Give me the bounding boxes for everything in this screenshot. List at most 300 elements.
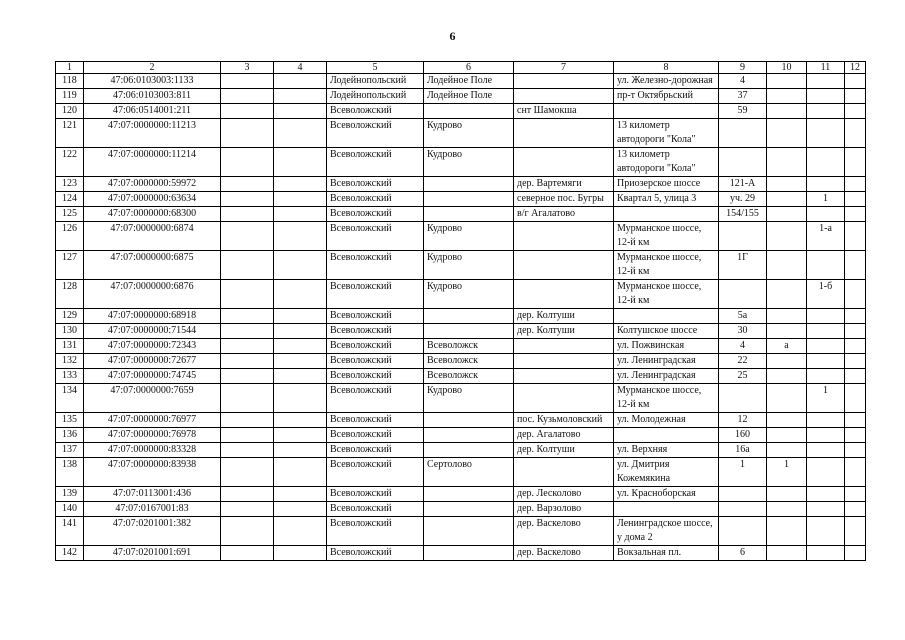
cell-col-5: Всеволожский — [327, 280, 424, 309]
cell-col-11 — [807, 487, 845, 502]
table-row — [56, 74, 866, 89]
cell-col-9: 16а — [719, 443, 767, 458]
cell-col-4 — [274, 104, 327, 119]
cell-col-2: 47:07:0000000:72343 — [84, 339, 221, 354]
cell-col-11 — [807, 207, 845, 222]
cell-col-3 — [221, 369, 274, 384]
cell-col-7 — [514, 280, 614, 309]
cell-col-11 — [807, 502, 845, 517]
table-row — [56, 339, 866, 354]
cell-col-7: северное пос. Бугры — [514, 192, 614, 207]
cell-col-2: 47:07:0000000:74745 — [84, 369, 221, 384]
cell-col-12 — [845, 148, 866, 177]
cell-col-1: 132 — [56, 354, 84, 369]
cell-col-7: дер. Колтуши — [514, 324, 614, 339]
cell-col-7: дер. Агалатово — [514, 428, 614, 443]
cell-col-1: 138 — [56, 458, 84, 487]
cell-col-3 — [221, 339, 274, 354]
cell-col-3 — [221, 546, 274, 561]
table-row — [56, 104, 866, 119]
cell-col-6 — [424, 309, 514, 324]
cell-col-7 — [514, 119, 614, 148]
table-row — [56, 413, 866, 428]
cell-col-1: 118 — [56, 74, 84, 89]
cell-col-7: дер. Лесколово — [514, 487, 614, 502]
cell-col-4 — [274, 413, 327, 428]
column-header-10: 10 — [767, 62, 807, 74]
cell-col-8: 13 километр автодороги "Кола" — [614, 119, 719, 148]
cell-col-5: Всеволожский — [327, 148, 424, 177]
cell-col-2: 47:07:0000000:76977 — [84, 413, 221, 428]
cell-col-5: Лодейнопольский — [327, 89, 424, 104]
cell-col-8: Мурманское шоссе, 12-й км — [614, 251, 719, 280]
cell-col-11 — [807, 413, 845, 428]
cell-col-5: Всеволожский — [327, 384, 424, 413]
cell-col-10 — [767, 207, 807, 222]
cell-col-12 — [845, 280, 866, 309]
column-header-5: 5 — [327, 62, 424, 74]
cell-col-3 — [221, 413, 274, 428]
cell-col-7 — [514, 354, 614, 369]
cell-col-7 — [514, 251, 614, 280]
cell-col-9: 6 — [719, 546, 767, 561]
cell-col-11 — [807, 428, 845, 443]
cell-col-6 — [424, 413, 514, 428]
cell-col-5: Всеволожский — [327, 443, 424, 458]
cell-col-3 — [221, 119, 274, 148]
cell-col-4 — [274, 502, 327, 517]
cell-col-3 — [221, 309, 274, 324]
cell-col-4 — [274, 428, 327, 443]
cell-col-7 — [514, 458, 614, 487]
cell-col-4 — [274, 369, 327, 384]
table-row — [56, 384, 866, 413]
cell-col-11 — [807, 74, 845, 89]
column-header-4: 4 — [274, 62, 327, 74]
column-header-11: 11 — [807, 62, 845, 74]
cell-col-8 — [614, 104, 719, 119]
cell-col-3 — [221, 148, 274, 177]
column-header-12: 12 — [845, 62, 866, 74]
cell-col-11 — [807, 104, 845, 119]
cell-col-4 — [274, 546, 327, 561]
page-number: 6 — [449, 29, 456, 43]
cell-col-9 — [719, 280, 767, 309]
column-header-1: 1 — [56, 62, 84, 74]
cell-col-6 — [424, 104, 514, 119]
cell-col-10 — [767, 546, 807, 561]
cell-col-5: Всеволожский — [327, 104, 424, 119]
cell-col-12 — [845, 222, 866, 251]
cell-col-8: пр-т Октябрьский — [614, 89, 719, 104]
cell-col-9 — [719, 384, 767, 413]
cell-col-11 — [807, 89, 845, 104]
cell-col-7: дер. Колтуши — [514, 309, 614, 324]
cell-col-4 — [274, 458, 327, 487]
cell-col-2: 47:07:0000000:6875 — [84, 251, 221, 280]
cell-col-1: 130 — [56, 324, 84, 339]
cell-col-8: Мурманское шоссе, 12-й км — [614, 280, 719, 309]
cell-col-11 — [807, 354, 845, 369]
table-row — [56, 207, 866, 222]
cell-col-11 — [807, 517, 845, 546]
cell-col-6 — [424, 428, 514, 443]
cell-col-7: дер. Васкелово — [514, 546, 614, 561]
cell-col-6: Лодейное Поле — [424, 74, 514, 89]
cell-col-9: 25 — [719, 369, 767, 384]
cell-col-10 — [767, 324, 807, 339]
cell-col-10 — [767, 192, 807, 207]
cell-col-10 — [767, 369, 807, 384]
cell-col-5: Всеволожский — [327, 119, 424, 148]
cell-col-5: Всеволожский — [327, 192, 424, 207]
cell-col-4 — [274, 309, 327, 324]
cell-col-1: 139 — [56, 487, 84, 502]
cell-col-11 — [807, 119, 845, 148]
cell-col-3 — [221, 177, 274, 192]
cell-col-9: 30 — [719, 324, 767, 339]
cell-col-5: Всеволожский — [327, 517, 424, 546]
cell-col-5: Всеволожский — [327, 413, 424, 428]
cell-col-7: дер. Варзолово — [514, 502, 614, 517]
cell-col-11 — [807, 546, 845, 561]
cell-col-11: 1 — [807, 384, 845, 413]
cell-col-5: Всеволожский — [327, 339, 424, 354]
cell-col-7 — [514, 369, 614, 384]
cell-col-8: ул. Молодежная — [614, 413, 719, 428]
cell-col-4 — [274, 177, 327, 192]
cell-col-3 — [221, 324, 274, 339]
table-row — [56, 369, 866, 384]
cell-col-4 — [274, 443, 327, 458]
column-header-7: 7 — [514, 62, 614, 74]
cell-col-8: ул. Дмитрия Кожемякина — [614, 458, 719, 487]
table-row — [56, 309, 866, 324]
cell-col-11 — [807, 177, 845, 192]
cell-col-1: 121 — [56, 119, 84, 148]
cell-col-3 — [221, 207, 274, 222]
cell-col-1: 136 — [56, 428, 84, 443]
cell-col-6: Всеволожск — [424, 354, 514, 369]
cell-col-8: ул. Ленинградская — [614, 369, 719, 384]
cell-col-8: Колтушское шоссе — [614, 324, 719, 339]
cell-col-8: ул. Пожвинская — [614, 339, 719, 354]
cell-col-1: 141 — [56, 517, 84, 546]
cell-col-9: 22 — [719, 354, 767, 369]
cell-col-2: 47:07:0000000:83938 — [84, 458, 221, 487]
cell-col-10 — [767, 413, 807, 428]
cell-col-12 — [845, 324, 866, 339]
cell-col-10 — [767, 384, 807, 413]
cell-col-1: 128 — [56, 280, 84, 309]
cell-col-7 — [514, 74, 614, 89]
cell-col-9: 1Г — [719, 251, 767, 280]
cell-col-12 — [845, 413, 866, 428]
table-row — [56, 487, 866, 502]
cell-col-9: 37 — [719, 89, 767, 104]
cell-col-4 — [274, 148, 327, 177]
cell-col-6: Кудрово — [424, 384, 514, 413]
cell-col-10 — [767, 280, 807, 309]
cell-col-7: в/г Агалатово — [514, 207, 614, 222]
table-row — [56, 502, 866, 517]
cell-col-10 — [767, 443, 807, 458]
table-row — [56, 192, 866, 207]
cell-col-8 — [614, 428, 719, 443]
cell-col-5: Всеволожский — [327, 546, 424, 561]
cell-col-1: 120 — [56, 104, 84, 119]
cell-col-7: пос. Кузьмоловский — [514, 413, 614, 428]
cell-col-5: Всеволожский — [327, 324, 424, 339]
cell-col-2: 47:07:0000000:7659 — [84, 384, 221, 413]
cell-col-11 — [807, 443, 845, 458]
cell-col-1: 122 — [56, 148, 84, 177]
cell-col-5: Лодейнопольский — [327, 74, 424, 89]
cell-col-6: Всеволожск — [424, 369, 514, 384]
cell-col-5: Всеволожский — [327, 458, 424, 487]
cell-col-12 — [845, 192, 866, 207]
cell-col-11: 1-а — [807, 222, 845, 251]
cell-col-8: ул. Железно-дорожная — [614, 74, 719, 89]
cell-col-7: дер. Колтуши — [514, 443, 614, 458]
cell-col-9 — [719, 487, 767, 502]
cell-col-3 — [221, 251, 274, 280]
cell-col-2: 47:07:0167001:83 — [84, 502, 221, 517]
cell-col-2: 47:07:0000000:72677 — [84, 354, 221, 369]
cell-col-1: 119 — [56, 89, 84, 104]
cell-col-8: Квартал 5, улица 3 — [614, 192, 719, 207]
cell-col-12 — [845, 428, 866, 443]
cell-col-6 — [424, 443, 514, 458]
cell-col-9: 5а — [719, 309, 767, 324]
cell-col-2: 47:07:0000000:6874 — [84, 222, 221, 251]
cell-col-5: Всеволожский — [327, 177, 424, 192]
cell-col-2: 47:07:0000000:76978 — [84, 428, 221, 443]
cell-col-10 — [767, 177, 807, 192]
cell-col-1: 124 — [56, 192, 84, 207]
cell-col-4 — [274, 89, 327, 104]
cell-col-6: Кудрово — [424, 119, 514, 148]
cell-col-3 — [221, 354, 274, 369]
cell-col-3 — [221, 384, 274, 413]
cell-col-1: 127 — [56, 251, 84, 280]
cell-col-9: 160 — [719, 428, 767, 443]
cell-col-5: Всеволожский — [327, 354, 424, 369]
cell-col-8: Мурманское шоссе, 12-й км — [614, 222, 719, 251]
cell-col-6: Всеволожск — [424, 339, 514, 354]
table-row — [56, 443, 866, 458]
cell-col-12 — [845, 443, 866, 458]
cell-col-6: Кудрово — [424, 251, 514, 280]
table-row — [56, 546, 866, 561]
cell-col-11 — [807, 309, 845, 324]
cell-col-8: ул. Верхняя — [614, 443, 719, 458]
cell-col-12 — [845, 89, 866, 104]
cell-col-12 — [845, 207, 866, 222]
cell-col-6 — [424, 192, 514, 207]
cell-col-3 — [221, 517, 274, 546]
cell-col-9: 154/155 — [719, 207, 767, 222]
cell-col-2: 47:07:0000000:63634 — [84, 192, 221, 207]
column-header-9: 9 — [719, 62, 767, 74]
cell-col-8 — [614, 502, 719, 517]
cell-col-3 — [221, 280, 274, 309]
cell-col-4 — [274, 280, 327, 309]
cell-col-6: Сертолово — [424, 458, 514, 487]
table-row — [56, 251, 866, 280]
cell-col-3 — [221, 487, 274, 502]
cell-col-7: дер. Вартемяги — [514, 177, 614, 192]
cell-col-9 — [719, 517, 767, 546]
cell-col-12 — [845, 546, 866, 561]
cell-col-3 — [221, 74, 274, 89]
cell-col-5: Всеволожский — [327, 222, 424, 251]
table-row — [56, 148, 866, 177]
cell-col-6 — [424, 324, 514, 339]
cell-col-3 — [221, 428, 274, 443]
cell-col-12 — [845, 309, 866, 324]
cell-col-5: Всеволожский — [327, 369, 424, 384]
cell-col-9: 1 — [719, 458, 767, 487]
cell-col-4 — [274, 384, 327, 413]
cell-col-4 — [274, 74, 327, 89]
cell-col-9 — [719, 148, 767, 177]
cell-col-5: Всеволожский — [327, 251, 424, 280]
cell-col-12 — [845, 369, 866, 384]
cell-col-4 — [274, 207, 327, 222]
cell-col-1: 129 — [56, 309, 84, 324]
cell-col-11 — [807, 339, 845, 354]
cell-col-9: 59 — [719, 104, 767, 119]
cell-col-10 — [767, 222, 807, 251]
cell-col-12 — [845, 251, 866, 280]
table-row — [56, 280, 866, 309]
cell-col-8 — [614, 309, 719, 324]
cell-col-10 — [767, 148, 807, 177]
cell-col-10: а — [767, 339, 807, 354]
cell-col-8: 13 километр автодороги "Кола" — [614, 148, 719, 177]
column-header-3: 3 — [221, 62, 274, 74]
cell-col-4 — [274, 324, 327, 339]
cell-col-9: 12 — [719, 413, 767, 428]
cell-col-1: 140 — [56, 502, 84, 517]
table-row — [56, 458, 866, 487]
cell-col-11 — [807, 324, 845, 339]
cell-col-12 — [845, 354, 866, 369]
table-row — [56, 354, 866, 369]
cell-col-7: снт Шамокша — [514, 104, 614, 119]
cell-col-2: 47:06:0103003:811 — [84, 89, 221, 104]
cell-col-8: Мурманское шоссе, 12-й км — [614, 384, 719, 413]
cell-col-1: 133 — [56, 369, 84, 384]
cell-col-11 — [807, 369, 845, 384]
cell-col-1: 125 — [56, 207, 84, 222]
cell-col-6 — [424, 177, 514, 192]
cell-col-9 — [719, 502, 767, 517]
cell-col-12 — [845, 384, 866, 413]
cell-col-2: 47:07:0000000:68918 — [84, 309, 221, 324]
cell-col-11: 1-б — [807, 280, 845, 309]
cell-col-2: 47:07:0000000:68300 — [84, 207, 221, 222]
cell-col-9 — [719, 222, 767, 251]
cell-col-12 — [845, 119, 866, 148]
cell-col-6: Кудрово — [424, 280, 514, 309]
column-header-8: 8 — [614, 62, 719, 74]
cell-col-5: Всеволожский — [327, 428, 424, 443]
column-header-6: 6 — [424, 62, 514, 74]
cell-col-2: 47:07:0000000:6876 — [84, 280, 221, 309]
cell-col-9: 121-А — [719, 177, 767, 192]
cell-col-6: Лодейное Поле — [424, 89, 514, 104]
cell-col-2: 47:07:0113001:436 — [84, 487, 221, 502]
cell-col-10 — [767, 309, 807, 324]
cell-col-1: 142 — [56, 546, 84, 561]
cell-col-12 — [845, 487, 866, 502]
table-row — [56, 119, 866, 148]
cell-col-11 — [807, 251, 845, 280]
cell-col-7 — [514, 148, 614, 177]
cell-col-2: 47:07:0000000:71544 — [84, 324, 221, 339]
cell-col-8: Вокзальная пл. — [614, 546, 719, 561]
cell-col-1: 131 — [56, 339, 84, 354]
cell-col-12 — [845, 502, 866, 517]
cell-col-2: 47:07:0000000:11213 — [84, 119, 221, 148]
cell-col-1: 135 — [56, 413, 84, 428]
cell-col-11: 1 — [807, 192, 845, 207]
cell-col-5: Всеволожский — [327, 502, 424, 517]
table-row — [56, 517, 866, 546]
cell-col-10 — [767, 104, 807, 119]
table-row — [56, 89, 866, 104]
cell-col-10 — [767, 119, 807, 148]
cell-col-4 — [274, 119, 327, 148]
registry-table — [55, 61, 866, 561]
cell-col-9: 4 — [719, 74, 767, 89]
cell-col-1: 123 — [56, 177, 84, 192]
cell-col-3 — [221, 104, 274, 119]
cell-col-10 — [767, 251, 807, 280]
cell-col-6: Кудрово — [424, 222, 514, 251]
cell-col-12 — [845, 177, 866, 192]
cell-col-3 — [221, 443, 274, 458]
table-row — [56, 222, 866, 251]
cell-col-2: 47:06:0514001:211 — [84, 104, 221, 119]
cell-col-10 — [767, 517, 807, 546]
cell-col-2: 47:07:0000000:83328 — [84, 443, 221, 458]
cell-col-6 — [424, 207, 514, 222]
cell-col-6 — [424, 487, 514, 502]
cell-col-12 — [845, 458, 866, 487]
cell-col-4 — [274, 354, 327, 369]
table-row — [56, 177, 866, 192]
cell-col-6 — [424, 517, 514, 546]
cell-col-3 — [221, 192, 274, 207]
cell-col-5: Всеволожский — [327, 207, 424, 222]
cell-col-1: 137 — [56, 443, 84, 458]
cell-col-6 — [424, 502, 514, 517]
cell-col-2: 47:07:0201001:382 — [84, 517, 221, 546]
cell-col-4 — [274, 251, 327, 280]
cell-col-7 — [514, 222, 614, 251]
cell-col-3 — [221, 458, 274, 487]
cell-col-7 — [514, 339, 614, 354]
cell-col-12 — [845, 517, 866, 546]
cell-col-4 — [274, 487, 327, 502]
table-body — [56, 74, 866, 561]
cell-col-10 — [767, 502, 807, 517]
cell-col-4 — [274, 192, 327, 207]
cell-col-9: 4 — [719, 339, 767, 354]
